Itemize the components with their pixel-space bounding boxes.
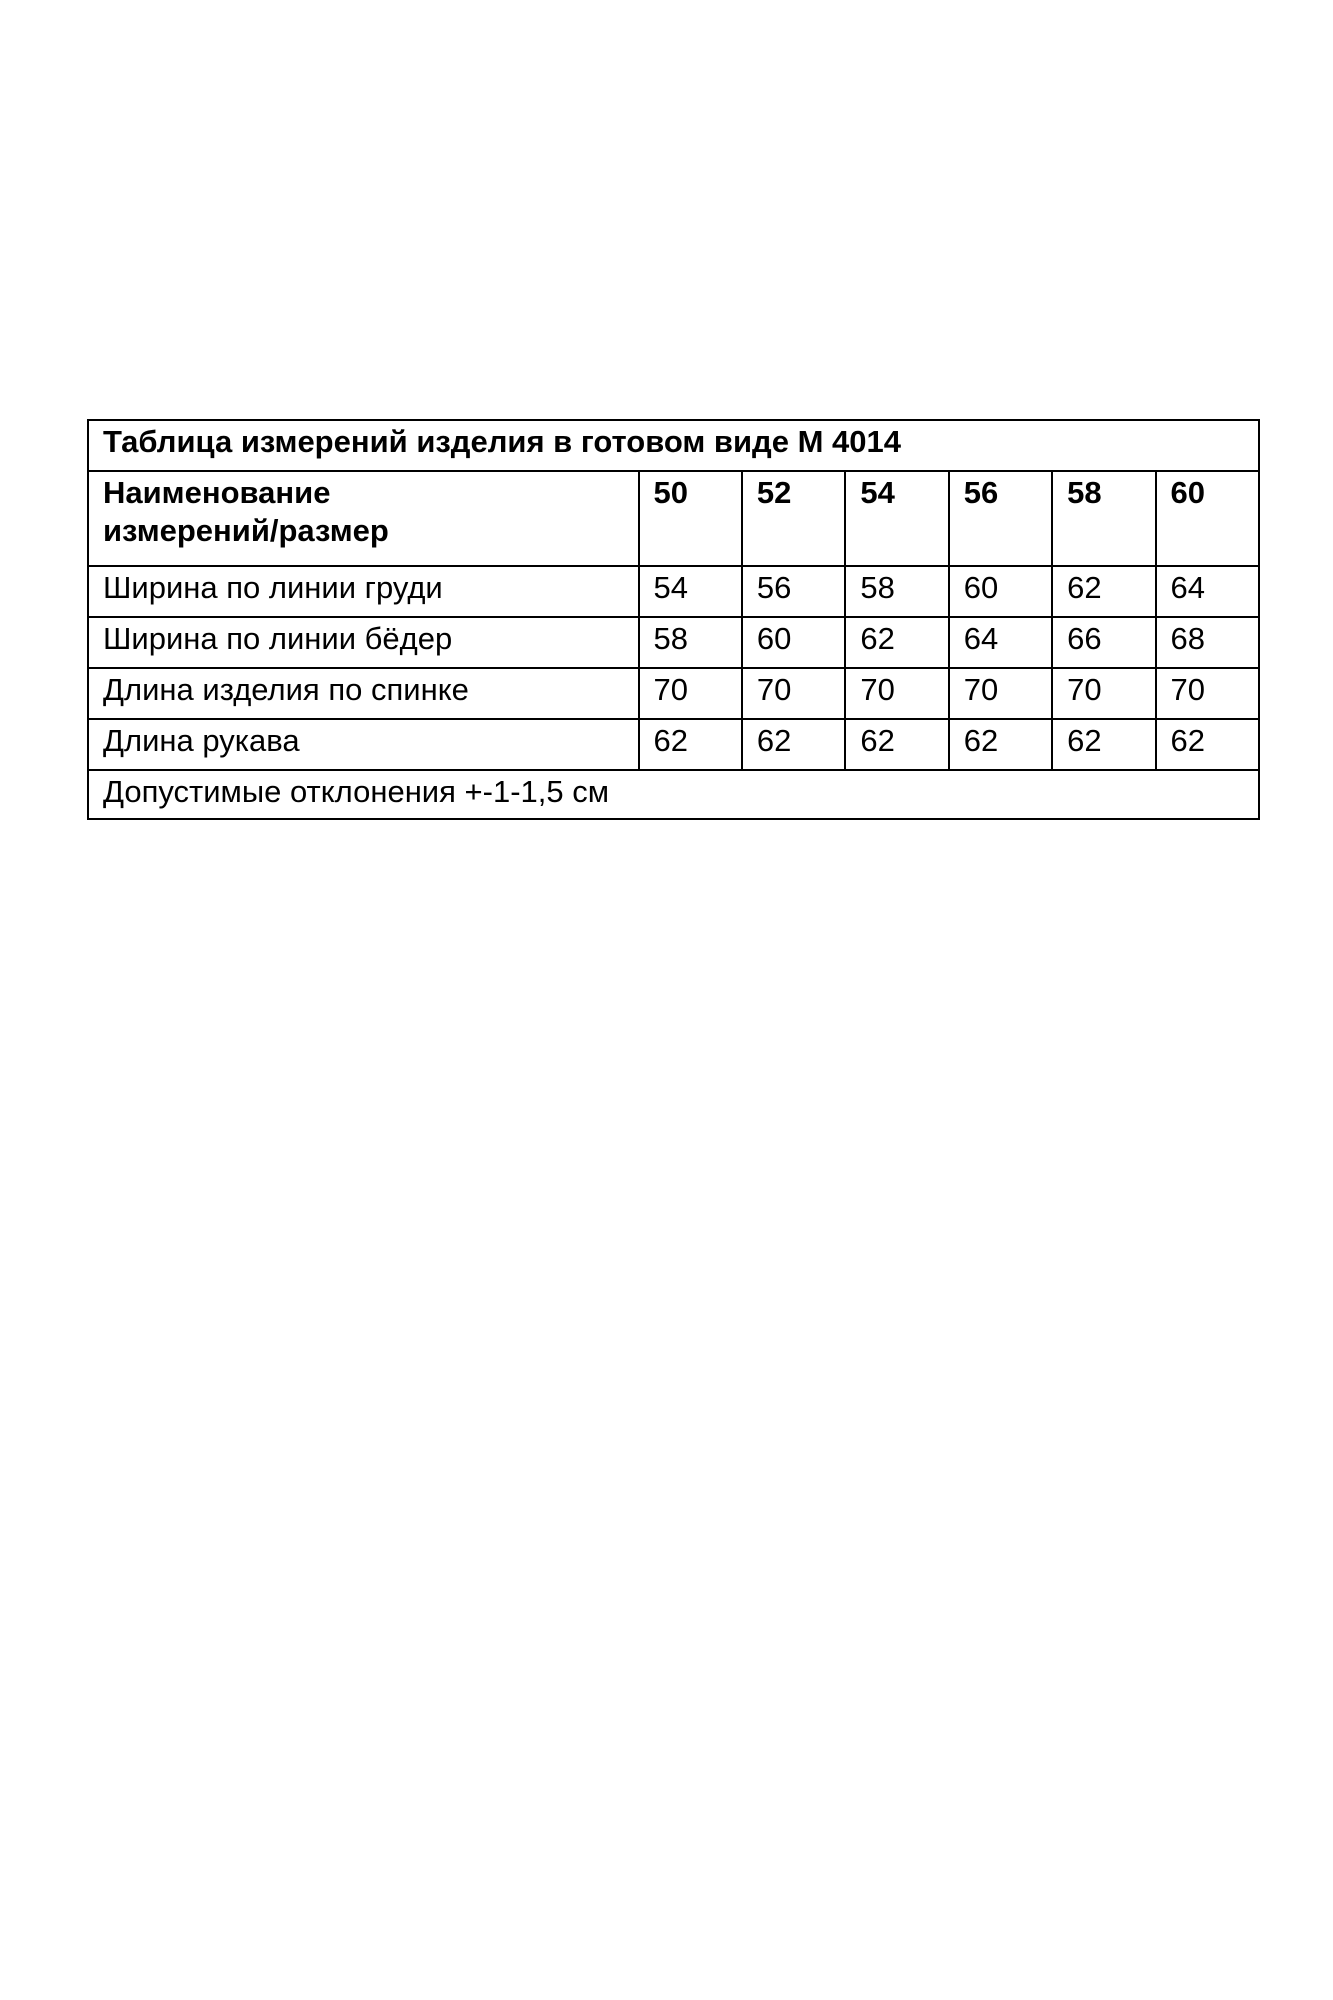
table-row — [88, 719, 1259, 770]
table-cell: 62 — [845, 617, 948, 668]
table-cell: 60 — [742, 617, 845, 668]
table-row — [88, 668, 1259, 719]
table-header-row — [88, 471, 1259, 566]
table-cell: 70 — [742, 668, 845, 719]
table-cell: 62 — [1052, 566, 1155, 617]
table-cell: 70 — [1156, 668, 1259, 719]
table-title: Таблица измерений изделия в готовом виде М 4014 — [88, 420, 1259, 471]
row-label: Длина рукава — [88, 719, 639, 770]
table-cell: 54 — [639, 566, 742, 617]
header-name-line2: измерений/размер — [103, 512, 389, 548]
table-cell: 70 — [1052, 668, 1155, 719]
measurement-table — [87, 419, 1260, 820]
row-label: Ширина по линии груди — [88, 566, 639, 617]
table-cell: 70 — [949, 668, 1052, 719]
tolerance-note: Допустимые отклонения +-1-1,5 см — [88, 770, 1259, 819]
table-row — [88, 566, 1259, 617]
header-name-line1: Наименование — [103, 475, 331, 510]
table-cell: 62 — [1052, 719, 1155, 770]
header-size-cell: 56 — [949, 471, 1052, 566]
table-cell: 70 — [845, 668, 948, 719]
table-cell: 62 — [639, 719, 742, 770]
table-title-row — [88, 420, 1259, 471]
table-cell: 62 — [949, 719, 1052, 770]
table-cell: 64 — [1156, 566, 1259, 617]
table-cell: 62 — [742, 719, 845, 770]
header-size-cell: 52 — [742, 471, 845, 566]
table-cell: 58 — [845, 566, 948, 617]
table-cell: 66 — [1052, 617, 1155, 668]
table-row — [88, 617, 1259, 668]
table-cell: 56 — [742, 566, 845, 617]
header-size-cell: 60 — [1156, 471, 1259, 566]
header-size-cell: 50 — [639, 471, 742, 566]
table-cell: 62 — [845, 719, 948, 770]
header-size-cell: 54 — [845, 471, 948, 566]
row-label: Длина изделия по спинке — [88, 668, 639, 719]
table-cell: 62 — [1156, 719, 1259, 770]
row-label: Ширина по линии бёдер — [88, 617, 639, 668]
table-cell: 58 — [639, 617, 742, 668]
table-cell: 60 — [949, 566, 1052, 617]
table-cell: 64 — [949, 617, 1052, 668]
table-cell: 70 — [639, 668, 742, 719]
header-name-cell — [88, 471, 639, 566]
header-size-cell: 58 — [1052, 471, 1155, 566]
table-cell: 68 — [1156, 617, 1259, 668]
table-footer-row — [88, 770, 1259, 819]
